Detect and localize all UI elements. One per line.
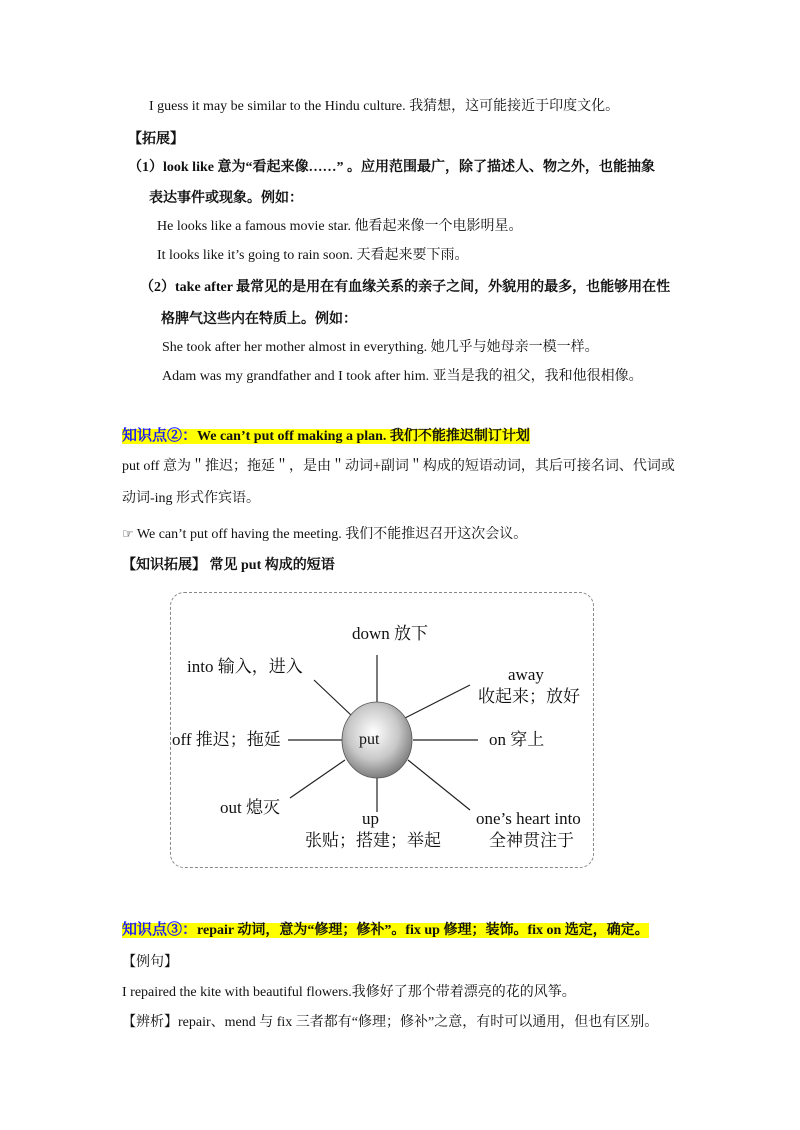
description-line: 动词-ing 形式作宾语。: [122, 491, 261, 506]
list-item: （2）take after 最常见的是用在有血缘关系的亲子之间，外貌用的最多，也能够用在性: [140, 280, 671, 295]
section-heading: 【拓展】: [128, 132, 184, 147]
section-heading: 【例句】: [122, 955, 178, 970]
point-text: We can’t put off making a plan. 我们不能推迟制订计划: [197, 429, 530, 444]
analysis-line: [122, 1014, 658, 1032]
label-heart-zh: 全神贯注于: [489, 831, 574, 850]
description-line: put off 意为＂推迟；拖延＂，是由＂动词+副词＂构成的短语动词，其后可接名词、代词或: [122, 459, 675, 474]
example-line: She took after her mother almost in everything. 她几乎与她母亲一模一样。: [162, 340, 599, 355]
list-item: （1）look like 意为“看起来像……” 。应用范围最广，除了描述人、物之外，也能抽象: [128, 160, 655, 175]
label-off: off 推迟；拖延: [172, 730, 281, 749]
example-line: It looks like it’s going to rain soon. 天看起来要下雨。: [157, 248, 469, 263]
section-heading: 【知识拓展】 常见 put 构成的短语: [122, 558, 335, 573]
example-line: I repaired the kite with beautiful flowers.我修好了那个带着漂亮的花的风筝。: [122, 985, 576, 1000]
center-label: put: [359, 731, 380, 748]
analysis-label: 【辨析】: [122, 1015, 178, 1030]
label-down: down 放下: [352, 624, 429, 643]
example-line: Adam was my grandfather and I took after him. 亚当是我的祖父，我和他很相像。: [162, 369, 643, 384]
label-into: into 输入，进入: [187, 657, 303, 676]
spoke-into: [314, 680, 352, 716]
label-out: out 熄灭: [220, 798, 280, 817]
example-line: I guess it may be similar to the Hindu culture. 我猜想，这可能接近于印度文化。: [149, 99, 620, 114]
label-away-zh: 收起来；放好: [478, 687, 580, 706]
point-label: 知识点②：: [122, 428, 198, 444]
spoke-out: [290, 760, 345, 798]
label-away-en: away: [508, 665, 544, 684]
list-item-continued: 格脾气这些内在特质上。例如：: [161, 312, 357, 327]
label-heart-en: one’s heart into: [476, 809, 581, 828]
hand-pointing-icon: ☞: [122, 527, 134, 542]
example-text: We can’t put off having the meeting. 我们不能推迟召开这次会议。: [136, 527, 528, 542]
spoke-away: [405, 685, 470, 718]
point-label: 知识点③：: [122, 922, 198, 938]
spoke-heart: [408, 760, 470, 810]
knowledge-point-3: [122, 921, 649, 940]
example-line: He looks like a famous movie star. 他看起来像一个电影明星。: [157, 219, 523, 234]
point-text: repair 动词，意为“修理；修补”。fix up 修理；装饰。fix on 选定，确定。: [197, 923, 649, 938]
label-up-en: up: [362, 809, 379, 828]
analysis-text: repair、mend 与 fix 三者都有“修理；修补”之意，有时可以通用，但也有区别。: [178, 1015, 659, 1030]
label-up-zh: 张贴；搭建；举起: [305, 831, 441, 850]
list-item-continued: 表达事件或现象。例如：: [149, 191, 303, 206]
label-on: on 穿上: [489, 730, 545, 749]
